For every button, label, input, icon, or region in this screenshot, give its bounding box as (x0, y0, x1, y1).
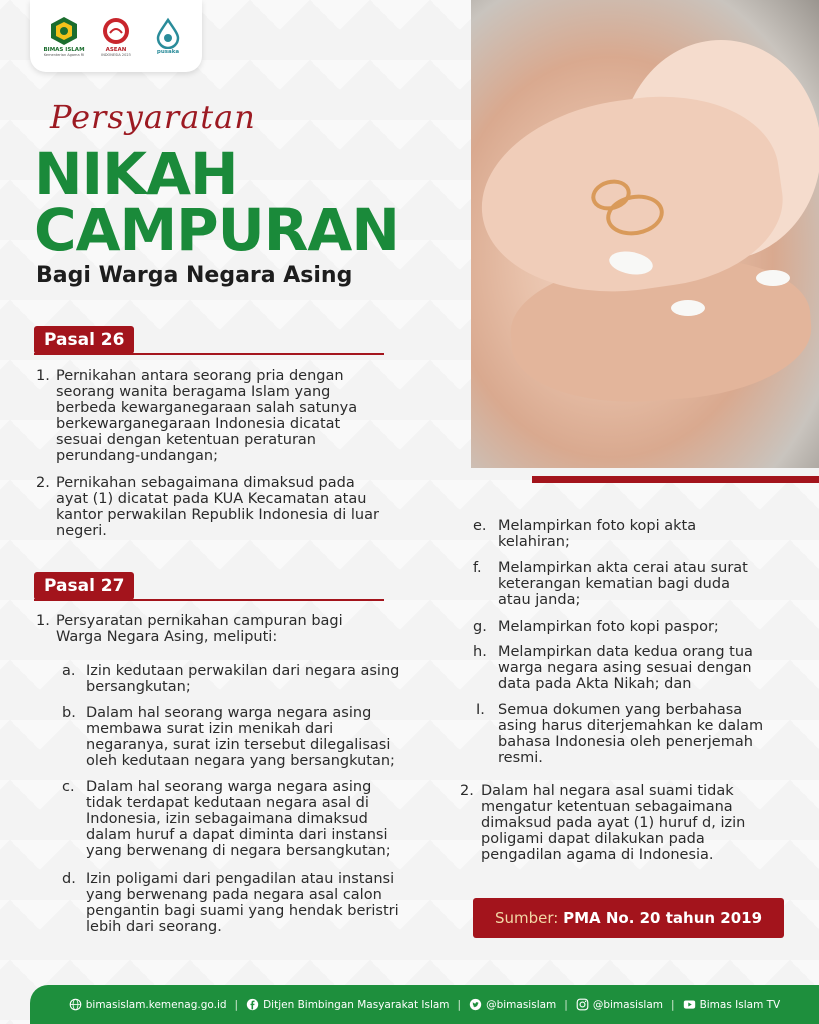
facebook-text: Ditjen Bimbingan Masyarakat Islam (263, 998, 450, 1011)
pasal-26-item-1 (56, 368, 424, 464)
text-line: berkewarganegaraan Indonesia dicatat (56, 416, 341, 432)
subitem-letter: g. (473, 619, 487, 635)
source-value: PMA No. 20 tahun 2019 (563, 909, 763, 927)
text-line: pengadilan agama di Indonesia. (481, 847, 714, 863)
text-line: pengantin bagi suami yang hendak beristri (86, 903, 399, 919)
subitem-letter: I. (476, 702, 485, 718)
text-line: keterangan kematian bagi duda (498, 576, 730, 592)
text-line: Izin kedutaan perwakilan dari negara asing (86, 663, 400, 679)
text-line: perundang-undangan; (56, 448, 219, 464)
text-line: Pernikahan sebagaimana dimaksud pada (56, 475, 355, 491)
text-line: dalam huruf a dapat diminta dari instansi (86, 827, 388, 843)
subitem-h (498, 644, 784, 692)
twitter-text: @bimasislam (486, 998, 557, 1011)
youtube-text: Bimas Islam TV (699, 998, 781, 1011)
pasal-26-item-number: 2. (36, 475, 50, 491)
subitem-c (86, 779, 422, 859)
text-line: asing harus diterjemahkan ke dalam (498, 718, 764, 734)
footer-website[interactable] (69, 998, 227, 1011)
text-line: tidak terdapat kedutaan negara asal di (86, 795, 369, 811)
text-line: Melampirkan foto kopi akta (498, 518, 697, 534)
subitem-a (86, 663, 422, 695)
instagram-text: @bimasislam (592, 998, 664, 1011)
pasal-27-line (34, 599, 384, 601)
youtube-icon (683, 998, 696, 1011)
text-line: Semua dokumen yang berbahasa (498, 702, 743, 718)
pusaka-logo (143, 17, 193, 55)
footer-separator: | (564, 998, 568, 1011)
website-text: bimasislam.kemenag.go.id (85, 998, 227, 1011)
source-badge (473, 898, 784, 938)
logo-bar (30, 0, 202, 72)
text-line: Melampirkan foto kopi paspor; (498, 619, 719, 635)
subitem-d (86, 871, 422, 935)
bimas-islam-logo (39, 15, 89, 57)
subitem-letter: e. (473, 518, 487, 534)
subitem-letter: d. (62, 871, 76, 887)
title-line-2: CAMPURAN (34, 196, 399, 264)
pasal-26-line (34, 353, 384, 355)
text-line: Warga Negara Asing, meliputi: (56, 629, 278, 645)
kemenag-emblem-icon (48, 15, 80, 47)
text-line: Indonesia, izin sebagaimana dimaksud (86, 811, 368, 827)
nail-shape (671, 300, 705, 316)
facebook-icon (246, 998, 259, 1011)
text-line: bersangkutan; (86, 679, 191, 695)
script-title: Persyaratan (50, 98, 256, 136)
globe-icon (69, 998, 82, 1011)
twitter-icon (469, 998, 482, 1011)
text-line: Dalam hal seorang warga negara asing (86, 705, 372, 721)
footer-separator: | (671, 998, 675, 1011)
subitem-letter: h. (473, 644, 487, 660)
footer-bar (30, 985, 819, 1024)
pasal-27-item-number: 1. (36, 613, 50, 629)
asean-logo (91, 15, 141, 57)
pusaka-label: pusaka (156, 48, 180, 55)
photo-accent-bar (532, 476, 819, 483)
title-line-1: NIKAH (34, 140, 238, 208)
pasal-27-tag: Pasal 27 (34, 572, 134, 600)
text-line: negeri. (56, 523, 107, 539)
source-prefix: Sumber: (494, 909, 559, 927)
text-line: poligami dapat dilakukan pada (481, 831, 705, 847)
subitem-letter: c. (62, 779, 75, 795)
text-line: sesuai dengan ketentuan peraturan (56, 432, 316, 448)
asean-emblem-icon (100, 15, 132, 47)
footer-youtube[interactable] (683, 998, 781, 1011)
text-line: Melampirkan akta cerai atau surat (498, 560, 748, 576)
text-line: mengatur ketentuan sebagaimana (481, 799, 733, 815)
subitem-f (498, 560, 784, 608)
nail-shape (756, 270, 790, 286)
text-line: Melampirkan data kedua orang tua (498, 644, 753, 660)
text-line: atau janda; (498, 592, 581, 608)
subitem-b (86, 705, 422, 769)
bimas-islam-sublabel: Kementerian Agama RI (43, 53, 85, 58)
subitem-letter: f. (473, 560, 482, 576)
pasal-27-item-2 (481, 783, 784, 863)
pasal-26-item-number: 1. (36, 368, 50, 384)
subtitle: Bagi Warga Negara Asing (36, 263, 353, 288)
subitem-g (498, 619, 784, 635)
instagram-icon (576, 998, 589, 1011)
footer-twitter[interactable] (469, 998, 556, 1011)
pasal-26-tag: Pasal 26 (34, 326, 134, 354)
text-line: warga negara asing sesuai dengan (498, 660, 752, 676)
subitem-letter: a. (62, 663, 76, 679)
text-line: resmi. (498, 750, 543, 766)
pasal-26-item-2 (56, 475, 424, 539)
subitem-letter: b. (62, 705, 76, 721)
text-line: Dalam hal seorang warga negara asing (86, 779, 372, 795)
text-line: berbeda kewarganegaraan salah satunya (56, 400, 358, 416)
bimas-islam-label: BIMAS ISLAM (43, 46, 85, 53)
footer-separator: | (457, 998, 462, 1011)
text-line: ayat (1) dicatat pada KUA Kecamatan atau (56, 491, 367, 507)
text-line: Persyaratan pernikahan campuran bagi (56, 613, 343, 629)
text-line: kelahiran; (498, 534, 570, 550)
pasal-27-item-1 (56, 613, 424, 645)
text-line: Izin poligami dari pengadilan atau instansi (86, 871, 395, 887)
subitem-e (498, 518, 784, 550)
text-line: oleh kedutaan negara yang bersangkutan; (86, 753, 395, 769)
text-line: Dalam hal negara asal suami tidak (481, 783, 734, 799)
wedding-rings-photo (471, 0, 819, 468)
text-line: negaranya, surat izin tersebut dilegalisasi (86, 737, 391, 753)
text-line: bahasa Indonesia oleh penerjemah (498, 734, 753, 750)
text-line: dimaksud pada ayat (1) huruf d, izin (481, 815, 746, 831)
text-line: membawa surat izin menikah dari (86, 721, 334, 737)
asean-sublabel: INDONESIA 2023 (101, 53, 131, 58)
text-line: data pada Akta Nikah; dan (498, 676, 692, 692)
text-line: lebih dari seorang. (86, 919, 222, 935)
pasal-27-item-number: 2. (460, 783, 474, 799)
footer-instagram[interactable] (576, 998, 663, 1011)
footer-separator: | (234, 998, 239, 1011)
text-line: yang berwenang pada negara asal calon (86, 887, 382, 903)
subitem-i (498, 702, 784, 766)
text-line: yang berwenang di negara bersangkutan; (86, 843, 391, 859)
asean-label: ASEAN (105, 46, 127, 53)
footer-facebook[interactable] (246, 998, 449, 1011)
text-line: Pernikahan antara seorang pria dengan (56, 368, 344, 384)
pusaka-drop-icon (152, 17, 184, 49)
text-line: seorang wanita beragama Islam yang (56, 384, 331, 400)
text-line: kantor perwakilan Republik Indonesia di luar (56, 507, 379, 523)
